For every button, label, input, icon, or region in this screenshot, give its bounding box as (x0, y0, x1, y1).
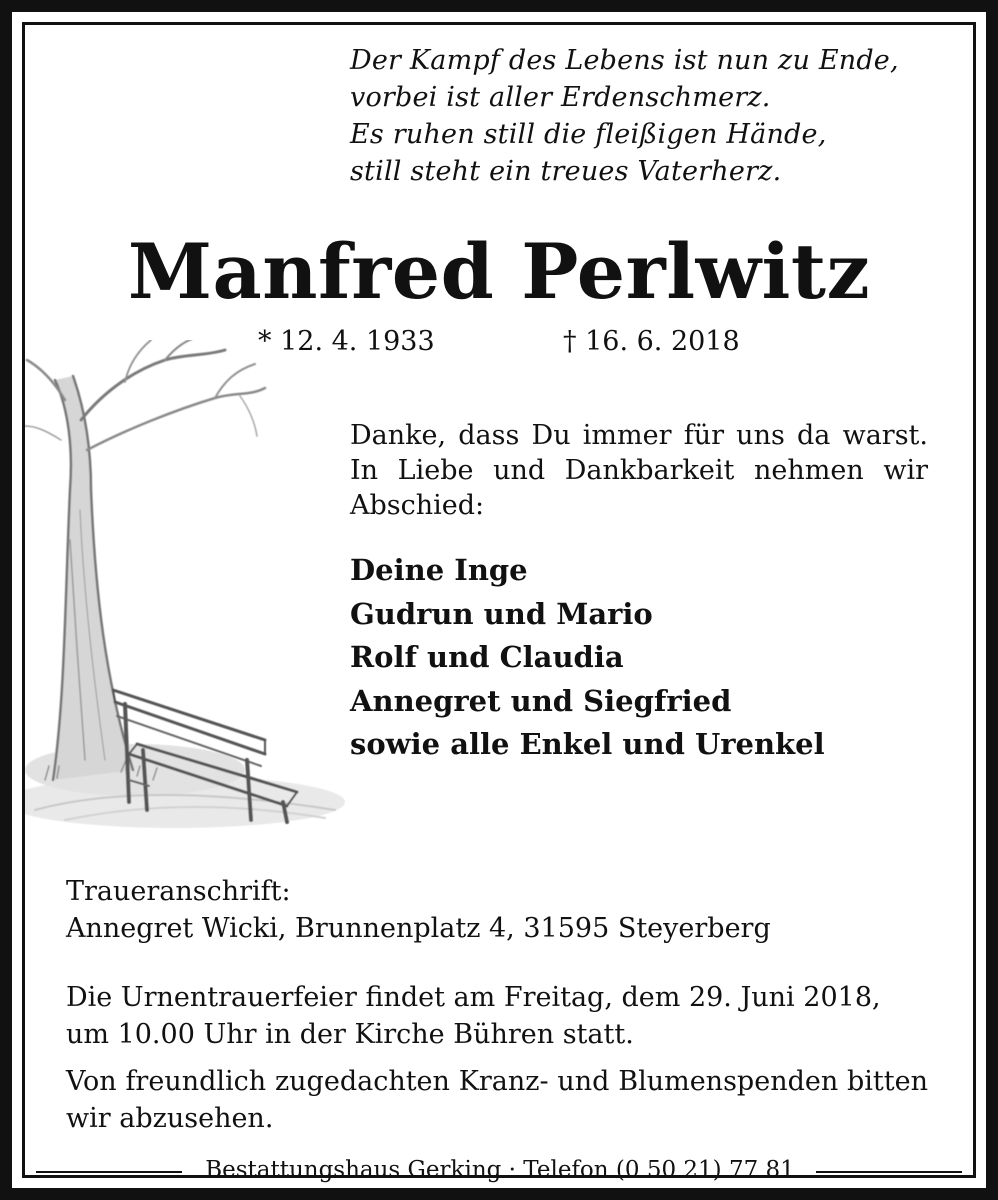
address-label: Traueranschrift: (66, 876, 291, 907)
poem (350, 42, 950, 190)
death-date: † 16. 6. 2018 (563, 326, 740, 357)
poem-line: vorbei ist aller Erdenschmerz. (350, 82, 771, 113)
mourner-name: Annegret und Siegfried (350, 683, 732, 718)
tree-and-bench-sketch-icon (25, 340, 355, 850)
mourner-name: sowie alle Enkel und Urenkel (350, 727, 825, 761)
footer-divider-left (36, 1171, 182, 1173)
mourning-address (66, 873, 936, 947)
birth-date: * 12. 4. 1933 (258, 326, 435, 357)
flowers-notice: Von freundlich zugedachten Kranz- und Blumenspenden bitten wir abzusehen. (66, 1066, 928, 1134)
mourner-name: Rolf und Claudia (350, 640, 624, 674)
mourner-name: Gudrun und Mario (350, 596, 653, 631)
ceremony-notice: Die Urnentrauerfeier findet am Freitag, dem 29. Juni 2018, um 10.00 Uhr in der Kirche Bühren statt. (66, 982, 881, 1050)
mourner-name: Deine Inge (350, 553, 528, 587)
poem-line: Es ruhen still die fleißigen Hände, (350, 119, 827, 150)
poem-line: still steht ein treues Vaterherz. (350, 156, 782, 187)
footer-divider-right (816, 1171, 962, 1173)
mourners-list (350, 549, 930, 767)
address-value: Annegret Wicki, Brunnenplatz 4, 31595 Steyerberg (66, 913, 771, 944)
deceased-name: Manfred Perlwitz (127, 227, 871, 316)
funeral-home-footer: Bestattungshaus Gerking · Telefon (0 50 21) 77 81 (205, 1157, 795, 1183)
thanks-text: Danke, dass Du immer für uns da warst. In Liebe und Dankbarkeit nehmen wir Abschied: (350, 420, 928, 521)
poem-line: Der Kampf des Lebens ist nun zu Ende, (350, 45, 899, 76)
